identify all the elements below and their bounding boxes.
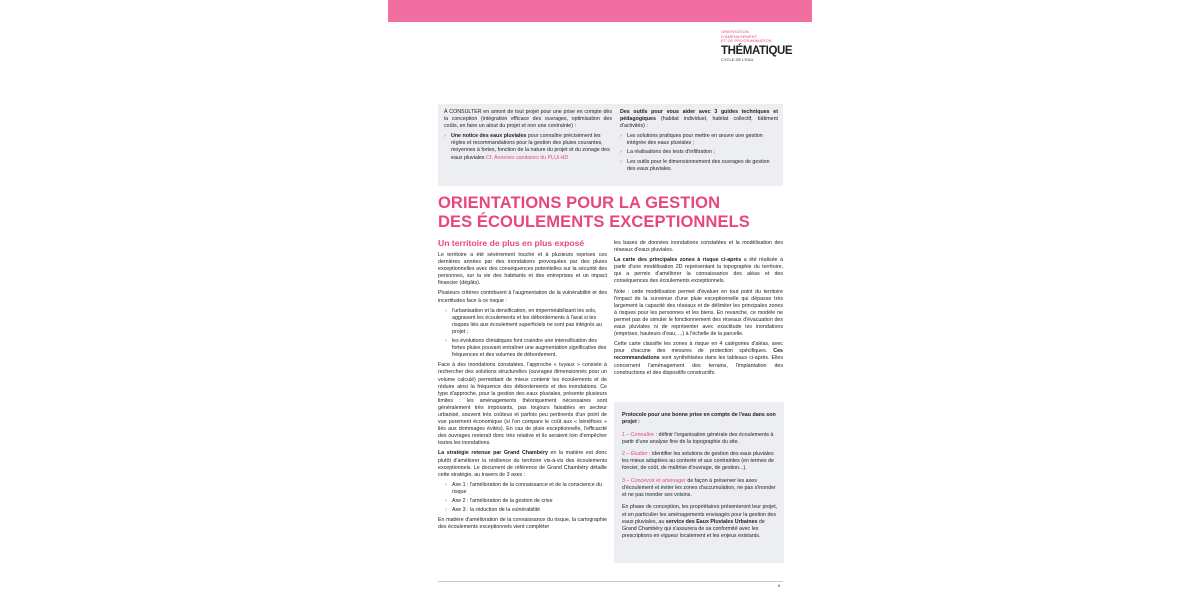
- bullet-item: › les évolutions climatiques font craindre une intensification des fortes pluies pouvant entraîner une augmentation significative des fréquences et des volumes de débordement.: [445, 338, 607, 359]
- protocol-box: [614, 402, 784, 563]
- arrow-icon: ›: [620, 133, 622, 140]
- infobox-guide-item: › La réalisations des tests d'infiltration ;: [620, 149, 715, 156]
- axis-item: › Axe 3 : la réduction de la vulnérabilité: [445, 507, 541, 514]
- arrow-icon: ›: [445, 481, 447, 488]
- header-band: [388, 0, 812, 22]
- infobox-bullet: [444, 133, 612, 161]
- page-number: 8: [778, 583, 781, 588]
- protocol-title: Protocole pour une bonne prise en compte de l'eau dans son projet :: [622, 412, 776, 426]
- protocol-step: 2 – Étudier : identifier les solutions de gestion des eaux pluviales les mieux adaptées au contexte et aux contraintes (en termes de foncier, de coût, de maîtrise d'ouvrage, de gestion...).: [622, 451, 774, 472]
- paragraph: Le territoire a été sévèrement touché et à plusieurs reprises ces dernières années par des inondations provoquées par des pluies exceptionnelles avec des conséquences potentielles sur la sécurité des personnes, sur la vie des habitants et des entreprises et un impact financier (dégâts).: [438, 252, 607, 287]
- consult-infobox: [438, 104, 783, 186]
- section-heading: ORIENTATIONS POUR LA GESTION DES ÉCOULEMENTS EXCEPTIONNELS: [438, 194, 750, 231]
- infobox-right-column: [620, 109, 778, 173]
- section-subheading: Un territoire de plus en plus exposé: [438, 238, 585, 248]
- paragraph: La stratégie retenue par Grand Chambéry en la matière est donc plutôt d'améliorer la résilience du territoire vis-à-vis des écoulements exceptionnels. Le document de référence de Grand Chambéry détaille cette stratégie, au travers de 3 axes :: [438, 450, 607, 478]
- infobox-left-column: [444, 109, 612, 162]
- brand-subtitle: CYCLE DE L'EAU: [721, 56, 754, 62]
- left-column: [438, 252, 607, 534]
- arrow-icon: ›: [620, 149, 622, 156]
- protocol-note: En phase de conception, les propriétaires présenteront leur projet, et en particulier les aménagements envisagés pour la gestion des eaux pluviales, au service des Eaux Pluviales Urbaines de Grand Chambéry qui s'assurera de sa conformité avec les prescriptions en vigueur localement et les enjeux existants.: [622, 504, 778, 539]
- brand-title: THÉMATIQUE: [721, 44, 793, 57]
- paragraph: Note : cette modélisation permet d'évaluer en tout point du territoire l'impact de la survenue d'une pluie exceptionnelle qui dépasse très largement la capacité des réseaux et de délimiter les principales zones à risques pour les personnes et les biens. En revanche, ce modèle ne permet pas de simuler le fonctionnement des réseaux d'évacuation des eaux pluviales ni de représenter avec exactitude les inondations (emprises, hauteurs d'eau, ...) à l'échelle de la parcelle.: [614, 288, 783, 338]
- infobox-guides-intro: Des outils pour vous aider avec 3 guides techniques et pédagogiques (habitat individuel, habitat collectif, bâtiment d'activités) :: [620, 109, 778, 130]
- paragraph: Cette carte classifie les zones à risque en 4 catégories d'aléas, avec pour chacune des mesures de protection spécifiques. Ces recommandations sont synthétisées dans les tableaux ci-après. Elles concernent l'aménagement des terrains, l'implantation des constructions et des dispositifs constructifs.: [614, 341, 783, 376]
- axis-item: › Axe 1 : l'amélioration de la connaissance et de la conscience du risque: [445, 481, 603, 495]
- paragraph: Face à des inondations constatées, l'approche « tuyaux » consiste à rechercher des solutions structurelles (ouvrages dimensionnés pour un volume calculé) permettant de mieux contenir les écoulements et de réduire ainsi la fréquence des débordements et des inondations. Ce type d'approche, pour la gestion des eaux pluviales, présente plusieurs limites : les aménagements théoriquement nécessaires sont généralement très imposants, pas toujours faisables en secteur urbanisé, souvent très coûteux et parfois peu pertinents d'un point de vue purement économique (si l'on compare le coût aux « bénéfices » liés aux dommages évités). En cas de pluie exceptionnelle, l'efficacité des ouvrages resterait donc très relative et ils seraient loin d'empêcher toutes les inondations.: [438, 362, 607, 447]
- footer-rule: [438, 581, 783, 582]
- arrow-icon: ›: [445, 507, 447, 514]
- paragraph: La carte des principales zones à risque ci-après a été réalisée à partir d'une modélisation 2D représentant la topographie du territoire, qui a permis d'améliorer la connaissance des aléas et des conséquences des écoulements exceptionnels.: [614, 257, 783, 285]
- infobox-notice-text: Une notice des eaux pluviales pour connaître précisément les règles et recommandations pour la gestion des pluies courantes, moyennes à fortes, fonction de la nature du projet et du zonage des eaux pluviales Cf. Annexes sanitaires du PLUi HD: [451, 133, 610, 161]
- brand-block: [721, 29, 793, 62]
- arrow-icon: ›: [620, 158, 622, 165]
- paragraph: En matière d'amélioration de la connaissance du risque, la cartographie des écoulements exceptionnels vient compléter: [438, 517, 607, 531]
- brand-kicker: ORIENTATION D'AMÉNAGEMENT: [721, 29, 758, 39]
- brand-kicker-2: ET DE PROGRAMMATION: [721, 38, 772, 44]
- arrow-icon: ›: [445, 498, 447, 504]
- paragraph: les bases de données inondations constatées et la modélisation des réseaux d'eaux pluviales.: [614, 240, 783, 254]
- axis-item: › Axe 2 : l'amélioration de la gestion de crise: [445, 498, 553, 504]
- protocol-step: 1 – Connaître : définir l'organisation générale des écoulements à partir d'une analyse fine de la topographie du site.: [622, 431, 774, 445]
- bullet-item: › l'urbanisation et la densification, en imperméabilisant les sols, aggravent les écoulements et les débordements à l'aval si les risques liés aux écoulement superficiels ne sont pas intégrés au projet ;: [445, 307, 602, 335]
- document-page: [388, 0, 812, 600]
- paragraph: Plusieurs critères contribuent à l'augmentation de la vulnérabilité et des incertitudes face à ce risque :: [438, 290, 607, 304]
- infobox-guide-item: › Les solutions pratiques pour mettre en œuvre une gestion intégrée des eaux pluviales ;: [620, 133, 763, 147]
- protocol-step: 3 – Concevoir et aménager de façon à préserver les axes d'écoulement et éviter les zones d'accumulation, ne pas s'inonder et ne pas inonder ses voisins.: [622, 477, 776, 499]
- infobox-intro: À CONSULTER en amont de tout projet pour une prise en compte dès la conception (intégration efficace des ouvrages, optimisation des coûts, en faire un atout du projet et non une contrainte) :: [444, 109, 612, 130]
- infobox-guide-item: › Les outils pour le dimensionnement des ouvrages de gestion des eaux pluviales.: [620, 158, 770, 172]
- right-column: [614, 240, 783, 380]
- arrow-icon: ›: [445, 307, 447, 314]
- arrow-icon: ›: [445, 338, 447, 345]
- arrow-icon: ›: [444, 133, 446, 140]
